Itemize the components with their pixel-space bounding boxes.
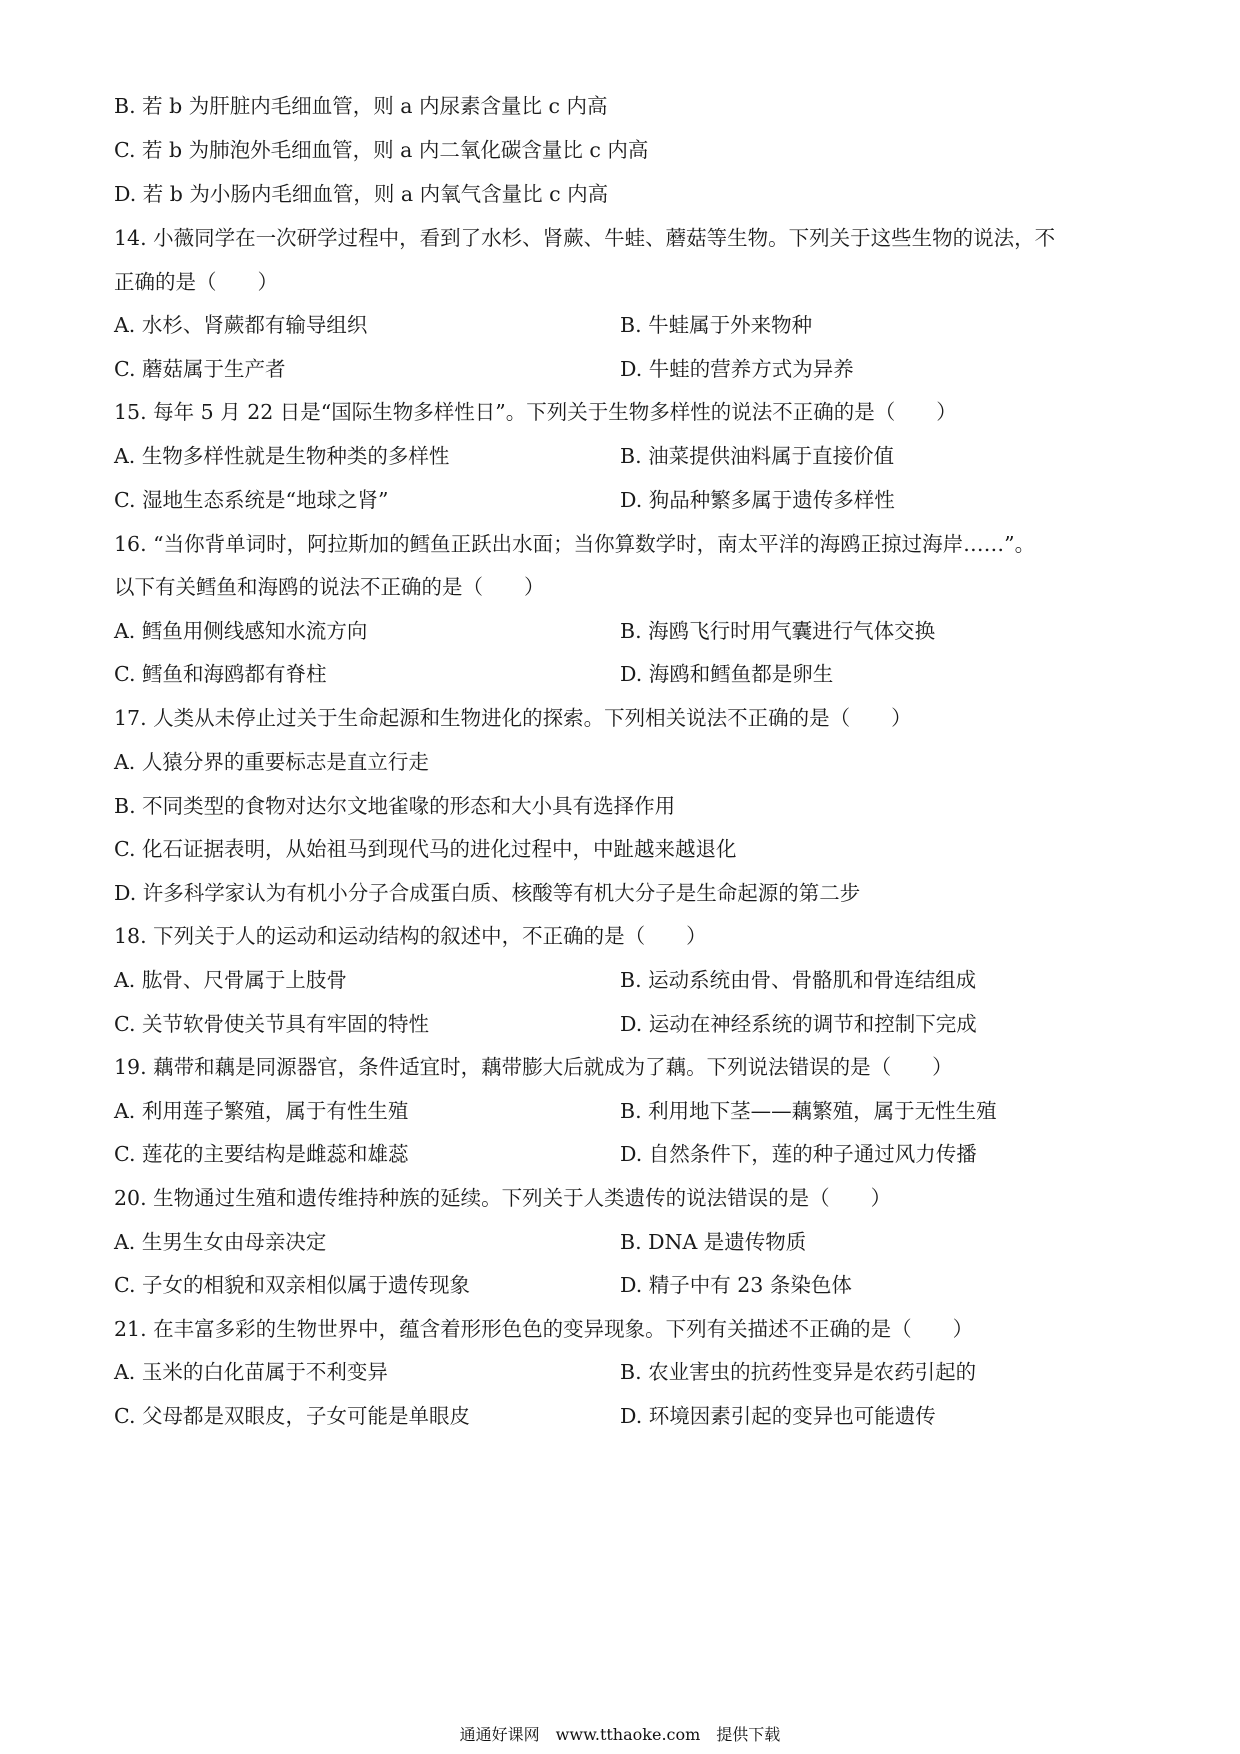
q19-option-b: B. 利用地下茎——藕繁殖，属于无性生殖 — [620, 1099, 997, 1123]
q13-option-c: C. 若 b 为肺泡外毛细血管，则 a 内二氧化碳含量比 c 内高 — [114, 138, 649, 162]
q15-option-b: B. 油菜提供油料属于直接价值 — [620, 444, 895, 468]
q20-option-a: A. 生男生女由母亲决定 — [114, 1230, 327, 1254]
q21-option-d: D. 环境因素引起的变异也可能遗传 — [620, 1404, 936, 1428]
q16-stem-line1: 16. “当你背单词时，阿拉斯加的鳕鱼正跃出水面；当你算数学时，南太平洋的海鸥正掠过海岸……”。 — [114, 532, 1036, 556]
q18-option-d: D. 运动在神经系统的调节和控制下完成 — [620, 1012, 977, 1036]
q17-option-b: B. 不同类型的食物对达尔文地雀喙的形态和大小具有选择作用 — [114, 794, 676, 818]
q16-stem-line2: 以下有关鳕鱼和海鸥的说法不正确的是（ ） — [114, 575, 545, 599]
q13-option-b: B. 若 b 为肝脏内毛细血管，则 a 内尿素含量比 c 内高 — [114, 94, 608, 118]
q21-stem-line1: 21. 在丰富多彩的生物世界中，蕴含着形形色色的变异现象。下列有关描述不正确的是（ ） — [114, 1317, 974, 1341]
q17-option-c: C. 化石证据表明，从始祖马到现代马的进化过程中，中趾越来越退化 — [114, 837, 737, 861]
q19-option-c: C. 莲花的主要结构是雌蕊和雄蕊 — [114, 1142, 409, 1166]
q14-option-d: D. 牛蛙的营养方式为异养 — [620, 357, 854, 381]
q20-option-b: B. DNA 是遗传物质 — [620, 1230, 807, 1254]
q19-option-a: A. 利用莲子繁殖，属于有性生殖 — [114, 1099, 409, 1123]
q21-option-a: A. 玉米的白化苗属于不利变异 — [114, 1360, 388, 1384]
q18-option-b: B. 运动系统由骨、骨骼肌和骨连结组成 — [620, 968, 977, 992]
q16-option-b: B. 海鸥飞行时用气囊进行气体交换 — [620, 619, 936, 643]
q17-option-d: D. 许多科学家认为有机小分子合成蛋白质、核酸等有机大分子是生命起源的第二步 — [114, 881, 861, 905]
q14-stem-line2: 正确的是（ ） — [114, 270, 278, 294]
q17-stem-line1: 17. 人类从未停止过关于生命起源和生物进化的探索。下列相关说法不正确的是（ ） — [114, 706, 912, 730]
q18-stem-line1: 18. 下列关于人的运动和运动结构的叙述中，不正确的是（ ） — [114, 924, 707, 948]
q16-option-a: A. 鳕鱼用侧线感知水流方向 — [114, 619, 368, 643]
q15-option-c: C. 湿地生态系统是“地球之肾” — [114, 488, 389, 512]
q19-stem-line1: 19. 藕带和藕是同源器官，条件适宜时，藕带膨大后就成为了藕。下列说法错误的是（ ） — [114, 1055, 953, 1079]
q21-option-c: C. 父母都是双眼皮，子女可能是单眼皮 — [114, 1404, 470, 1428]
q20-option-c: C. 子女的相貌和双亲相似属于遗传现象 — [114, 1273, 470, 1297]
q17-option-a: A. 人猿分界的重要标志是直立行走 — [114, 750, 429, 774]
q20-option-d: D. 精子中有 23 条染色体 — [620, 1273, 852, 1297]
q20-stem-line1: 20. 生物通过生殖和遗传维持种族的延续。下列关于人类遗传的说法错误的是（ ） — [114, 1186, 892, 1210]
q18-option-c: C. 关节软骨使关节具有牢固的特性 — [114, 1012, 429, 1036]
q19-option-d: D. 自然条件下，莲的种子通过风力传播 — [620, 1142, 977, 1166]
q14-option-b: B. 牛蛙属于外来物种 — [620, 313, 813, 337]
q21-option-b: B. 农业害虫的抗药性变异是农药引起的 — [620, 1360, 977, 1384]
q14-option-c: C. 蘑菇属于生产者 — [114, 357, 286, 381]
q14-stem-line1: 14. 小薇同学在一次研学过程中，看到了水杉、肾蕨、牛蛙、蘑菇等生物。下列关于这些生物的说法，不 — [114, 226, 1056, 250]
q14-option-a: A. 水杉、肾蕨都有输导组织 — [114, 313, 368, 337]
q16-option-c: C. 鳕鱼和海鸥都有脊柱 — [114, 662, 327, 686]
q18-option-a: A. 肱骨、尺骨属于上肢骨 — [114, 968, 347, 992]
q15-option-d: D. 狗品种繁多属于遗传多样性 — [620, 488, 895, 512]
q15-stem-line1: 15. 每年 5 月 22 日是“国际生物多样性日”。下列关于生物多样性的说法不正确的是（ ） — [114, 400, 957, 424]
q16-option-d: D. 海鸥和鳕鱼都是卵生 — [620, 662, 834, 686]
q15-option-a: A. 生物多样性就是生物种类的多样性 — [114, 444, 450, 468]
page-footer: 通通好课网 www.tthaoke.com 提供下载 — [459, 1725, 781, 1744]
q13-option-d: D. 若 b 为小肠内毛细血管，则 a 内氧气含量比 c 内高 — [114, 182, 609, 206]
